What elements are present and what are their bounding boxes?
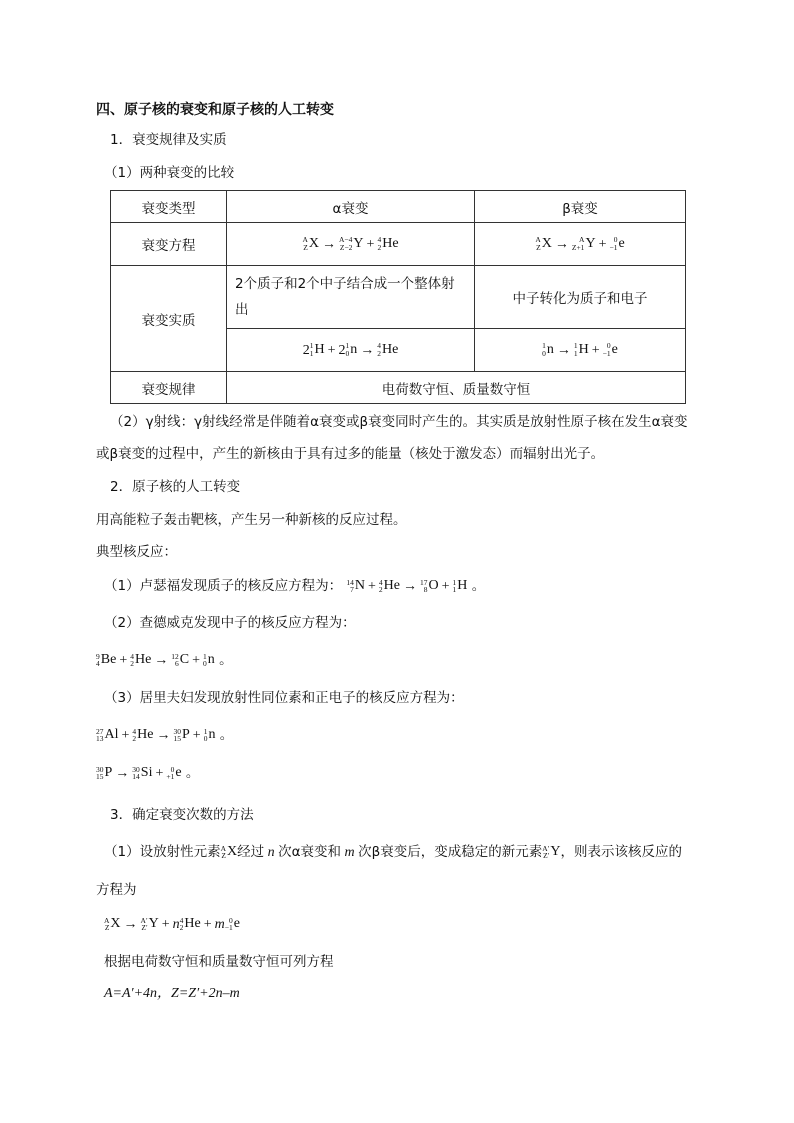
gamma-paragraph-line2: 或β衰变的过程中，产生的新核由于具有过多的能量（核处于激发态）而辐射出光子。 [96,446,605,462]
s3-paragraph-line1: （1）设放射性元素 A Z X 经过 n 次α衰变和 m 次β衰变后，变成稳定的新元素 A′ Z′ Y ，则表示该核反应的 [104,843,682,860]
table-row-label: 衰变方程 [111,223,227,266]
decay-law-text: 电荷数守恒、质量数守恒 [227,372,686,404]
beta-essence-text: 中子转化为质子和电子 [475,266,686,329]
alpha-essence-text: 2个质子和2个中子结合成一个整体射出 [227,266,475,329]
s3-equations: A=A′+4n，Z=Z′+2n–m [104,986,240,1001]
s2-title: 2．原子核的人工转变 [110,479,241,495]
table-row [111,266,686,329]
table-row [111,372,686,404]
beta-essence-equation: 1 0 n → 1 1 H + 0 −1 e [475,329,686,372]
period: 。 [219,652,233,668]
period: 。 [185,765,200,781]
s3-text: ，则表示该核反应的 [560,844,682,860]
table-header-cell: 衰变类型 [111,191,227,223]
beta-decay-equation: A Z X → A Z+1 Y + 0 −1 e [475,223,686,266]
reaction-2-label: （2）查德威克发现中子的核反应方程为： [104,615,356,631]
gamma-paragraph-line1: （2）γ射线：γ射线经常是伴随着α衰变或β衰变同时产生的。其实质是放射性原子核在发生α衰变 [110,414,688,430]
reaction-3-equation-b: 30 15 P → 30 14 Si + 0 +1 e 。 [96,764,200,781]
s3-conservation-text: 根据电荷数守恒和质量数守恒可列方程 [104,954,334,970]
s3-text: 次β衰变后，变成稳定的新元素 [358,844,543,860]
reaction-3-equation-a: 27 13 Al + 4 2 He → 30 15 P + 1 0 n 。 [96,726,234,743]
s3-general-equation: A Z X → A′ Z′ Y + n 4 2 He + m 0 −1 e [104,915,240,932]
alpha-essence-equation: 2 1 1 H + 2 1 0 n → 4 2 He [227,329,475,372]
s3-paragraph-line2: 方程为 [96,882,137,898]
table-header-cell: α衰变 [227,191,475,223]
reaction-2-equation: 9 4 Be + 4 2 He → 12 6 C + 1 0 n 。 [96,651,233,668]
section-heading: 四、原子核的衰变和原子核的人工转变 [96,102,334,118]
decay-comparison-table [110,190,686,404]
s1-title: 1．衰变规律及实质 [110,132,227,148]
period: 。 [219,727,234,743]
s2-paragraph: 用高能粒子轰击靶核，产生另一种新核的反应过程。 [96,512,407,528]
s2-typical-reactions: 典型核反应： [96,544,177,560]
s3-text: 次α衰变和 [278,844,342,860]
s1-subtitle: （1）两种衰变的比较 [104,165,235,181]
s3-title: 3．确定衰变次数的方法 [110,807,254,823]
reaction-1-label: （1）卢瑟福发现质子的核反应方程为： [104,578,343,594]
s3-text: 经过 [237,844,265,860]
reaction-1: （1）卢瑟福发现质子的核反应方程为： 14 7 N + 4 2 He → 17 8 O + 1 1 H 。 [104,577,486,594]
alpha-decay-equation: A Z X → A−4 Z−2 Y + 4 2 He [227,223,475,266]
table-row-label: 衰变规律 [111,372,227,404]
table-row-label: 衰变实质 [111,266,227,372]
period: 。 [471,578,486,594]
table-row [111,223,686,266]
reaction-3-label: （3）居里夫妇发现放射性同位素和正电子的核反应方程为： [104,690,464,706]
table-header-cell: β衰变 [475,191,686,223]
s3-text: （1）设放射性元素 [104,844,221,860]
table-row [111,191,686,223]
